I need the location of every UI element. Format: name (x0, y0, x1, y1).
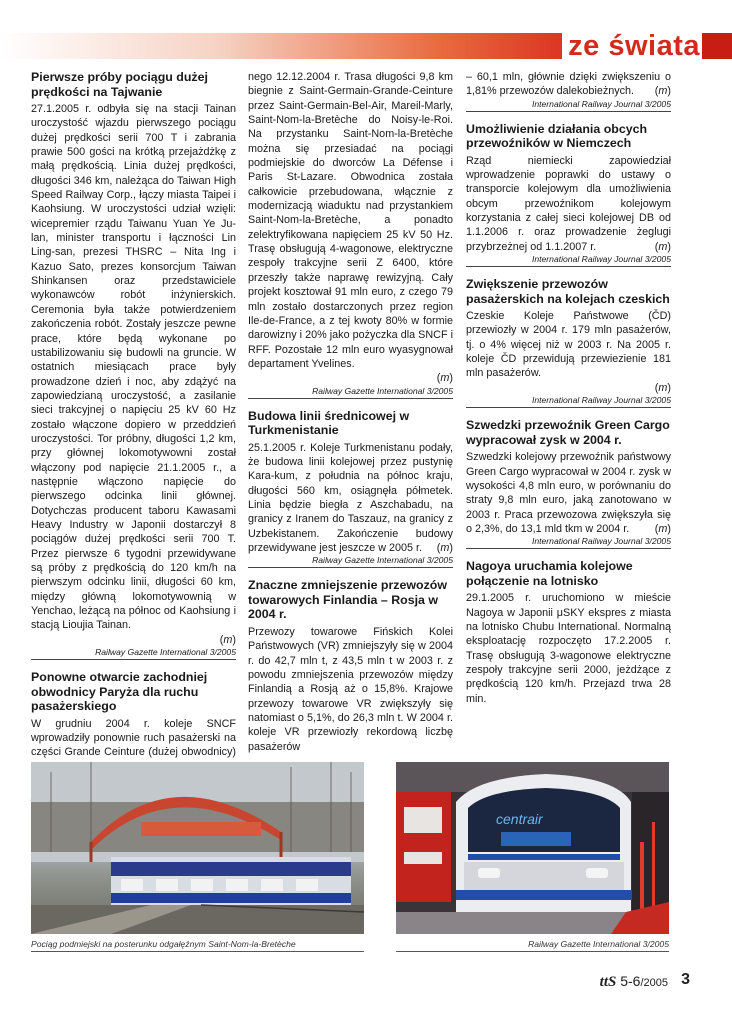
section-title: ze świata (562, 29, 702, 63)
article-source: Railway Gazette International 3/2005 (248, 555, 453, 568)
issue-number: 5-6 (620, 973, 641, 989)
article-headline: Zwiększenie przewozów pasażerskich na kolejach czeskich (466, 277, 670, 306)
article-body: Przewozy towarowe Fińskich Kolei Państwowych (VR) zmniejszyły się w 2004 r. do 42,7 mln t, z 43,5 mln t w 2003 r. z powodu zmniejszenia przewozów między Finlandią a Rosją aż o 15,8%. Krajowe przewozy towarowe VR zwiększyły się natomiast o 5,1%, do 26,3 mln t. W 2004 r. koleje VR przewiozły rekordową liczbę pasażerów (248, 625, 453, 753)
article-source: International Railway Journal 3/2005 (466, 254, 671, 267)
article-headline: Ponowne otwarcie zachodniej obwodnicy Paryża dla ruchu pasażerskiego (31, 670, 208, 714)
article-taiwan (31, 70, 236, 660)
article-body: W grudniu 2004 r. koleje SNCF wprowadziły ponownie ruch pasażerski na części Grande Ceinture (dużej obwodnicy) (31, 717, 236, 759)
caption-rule (31, 951, 364, 952)
article-body: Szwedzki kolejowy przewoźnik państwowy Green Cargo wypracował w 2004 r. zysk w wysokości 4,8 mln euro, w porównaniu do straty 9,8 mln euro, jaką zanotowano w 2003 r. Praca przewozowa zwiększyła się o 2,3%, do 13,1 mld tkm w 2004 r. (m) (466, 451, 671, 535)
article-czech (466, 277, 671, 408)
author-tag: (m) (436, 372, 453, 385)
article-body: nego 12.12.2004 r. Trasa długości 9,8 km biegnie z Saint-Germain-Grande-Ceinture przez Saint-Germain-Bel-Air, Mareil-Marly, Saint-Nom-la-Bretèche do Noisy-le-Roi. Na przystanku Saint-Nom-la-Bretèche można się przesiadać na pociągi podmiejskie do dworców La Défense i Paris St-Lazare. Obwodnica została całkowicie przebudowana, włącznie z modernizacją wiaduktu nad przystankiem Saint-Nom-la-Bretèche, a ponadto zelektryfikowana napięciem 25 kV 50 Hz. Trasę obsługują 4-wagonowe, elektryczne zespoły trakcyjne serii Z 6400, które przeszły także naprawę rewizyjną. Cały projekt kosztował 91 mln euro, z czego 79 mln zostało dostarczonych przez region Ile-de-France, a z tej kwoty 80% w formie darowizny i 20% jako pożyczka dla SNCF i RFF. Pozostałe 12 mln euro wyasygnował departament Yvelines. (248, 71, 453, 370)
article-headline: Umożliwienie działania obcych przewoźników w Niemczech (466, 121, 648, 151)
article-source: International Railway Journal 3/2005 (466, 99, 671, 112)
article-nagoya (466, 559, 671, 706)
article-body: 29.1.2005 r. uruchomiono w mieście Nagoya w Japonii μSKY ekspres z miasta na lotnisko Chubu International. Normalną eksploatację rozpoczęto 17.2.2005 r. Trasę obsługują 3-wagonowe elektryczne zespoły trakcyjne serii 2000, jeżdżące z prędkością 120 km/h. Przejazd trwa 28 min. (466, 592, 671, 705)
article-headline: Nagoya uruchamia kolejowe połączenie na lotnisko (466, 559, 633, 588)
article-germany (466, 122, 671, 267)
article-source: Railway Gazette International 3/2005 (248, 386, 453, 399)
author-tag: (m) (219, 633, 236, 646)
column-2 (248, 70, 453, 764)
article-body: 27.1.2005 r. odbyła się na stacji Tainan uroczystość wjazdu pierwszego pociągu dużej prędkości serii 700 T i zabrania prawie 500 gości na krótką przejażdżkę z małą prędkością. Linia dużej prędkości, długości 346 km, należąca do Taiwan High Speed Railway Corp., łączy miasta Taipei i Kaohsiung. W uroczystości udział wzięli: wicepremier rządu Taiwanu Yuan Ye Ju-lan, minister transportu i łączności Lin Ling-san, prezesi THSRC – Nita Ing i Kazuo Sato, prezes konsorcjum Taiwan Shinkansen oraz przedstawiciele wykonawców robót inżynierskich. Ceremonia była także potwierdzeniem zakończenia robót. Zostały jeszcze pewne prace, które będą wykonane po ustabilizowaniu się budowli na gruncie. W ostatnich miesiącach prace były prowadzone dzień i noc, aby zdążyć na zapowiedzianą uroczystość, a zasilanie sieci trakcyjnej o napięciu 25 kV 60 Hz zostało włączone dopiero w przeddzień uroczystości. Tor próbny, długości 1,2 km, przy głównej lokomotywowni został włączony pod napięcie 21.1.2005 r., a następnie włączono napięcie do pierwszego odcinka linii głównej. Dotychczas producent taboru Kawasami Heavy Industry w Japonii dostarczył 8 pociągów dużej prędkości serii 700 T. Przez pierwsze 6 tygodni przewidywane są próby z prędkością do 120 km/h na pierwszym odcinku linii, długości 60 km, między główną lokomotywownią w Yenchao, leżącą na północ od Kaohsiung i stacją Lioujia Tainan. (31, 103, 236, 632)
page-footer (600, 972, 668, 992)
article-body: Rząd niemiecki zapowiedział wprowadzenie poprawki do ustawy o transporcie kolejowym dla umożliwienia obcym przewoźnikom kolejowym korzystania z całej sieci kolejowej DB od 1.1.2006 r. oraz prowadzenie żeglugi przybrzeżnej od 1.1.2007 r. (m) (466, 154, 671, 253)
article-headline: Pierwsze próby pociągu dużej prędkości na Tajwanie (31, 70, 208, 99)
article-body: 25.1.2005 r. Koleje Turkmenistanu podały, że budowa linii kolejowej przez pustynię Kara-kum, z południa na północ kraju, długości 560 km, osiągnęła półmetek. Linia będzie biegła z Aszchabadu, na granicy z Iranem do Taszauz, na granicy z Uzbekistanem. Zakończenie budowy przewidywane jest jeszcze w 2005 r. (m) (248, 441, 453, 554)
article-finland (248, 578, 453, 754)
article-body: Czeskie Koleje Państwowe (ČD) przewiozły w 2004 r. 179 mln pasażerów, tj. o 4% więcej niż w 2003 r. Na 2005 r. koleje ČD przewidują przewiezienie 181 mln pasażerów. (466, 310, 671, 380)
article-green-cargo (466, 418, 671, 549)
section-header-cap (702, 33, 732, 59)
caption-rule (396, 951, 669, 952)
article-source: International Railway Journal 3/2005 (466, 395, 671, 408)
photo-nagoya-train-illustration (396, 762, 669, 934)
page-number: 3 (681, 971, 690, 988)
article-headline: Szwedzki przewoźnik Green Cargo wypracował zysk w 2004 r. (466, 418, 670, 447)
magazine-logo: ttS (599, 974, 617, 990)
train-sign-text: centrair (496, 811, 543, 827)
photo-caption: Pociąg podmiejski na posterunku odgałęźnym Saint-Nom-la-Bretèche (31, 939, 296, 949)
author-tag: (m) (654, 381, 671, 394)
issue-year: /2005 (640, 977, 668, 989)
column-1 (31, 70, 236, 813)
photo-credit: Railway Gazette International 3/2005 (528, 939, 669, 949)
photo-nagoya-train (396, 762, 669, 934)
article-source: Railway Gazette International 3/2005 (31, 647, 236, 660)
photo-suburban-train (31, 762, 364, 934)
photo-suburban-train-illustration (31, 762, 364, 934)
article-paris-cont (248, 70, 453, 399)
article-turkmenistan (248, 409, 453, 569)
article-headline: Budowa linii średnicowej w Turkmenistanie (248, 408, 410, 438)
article-source: International Railway Journal 3/2005 (466, 536, 671, 549)
article-finland-cont (466, 70, 671, 112)
article-headline: Znaczne zmniejszenie przewozów towarowych Finlandia – Rosja w 2004 r. (248, 578, 447, 622)
article-body: – 60,1 mln, głównie dzięki zwiększeniu o 1,81% przewozów dalekobieżnych. (m) (466, 71, 671, 98)
column-3 (466, 70, 671, 716)
